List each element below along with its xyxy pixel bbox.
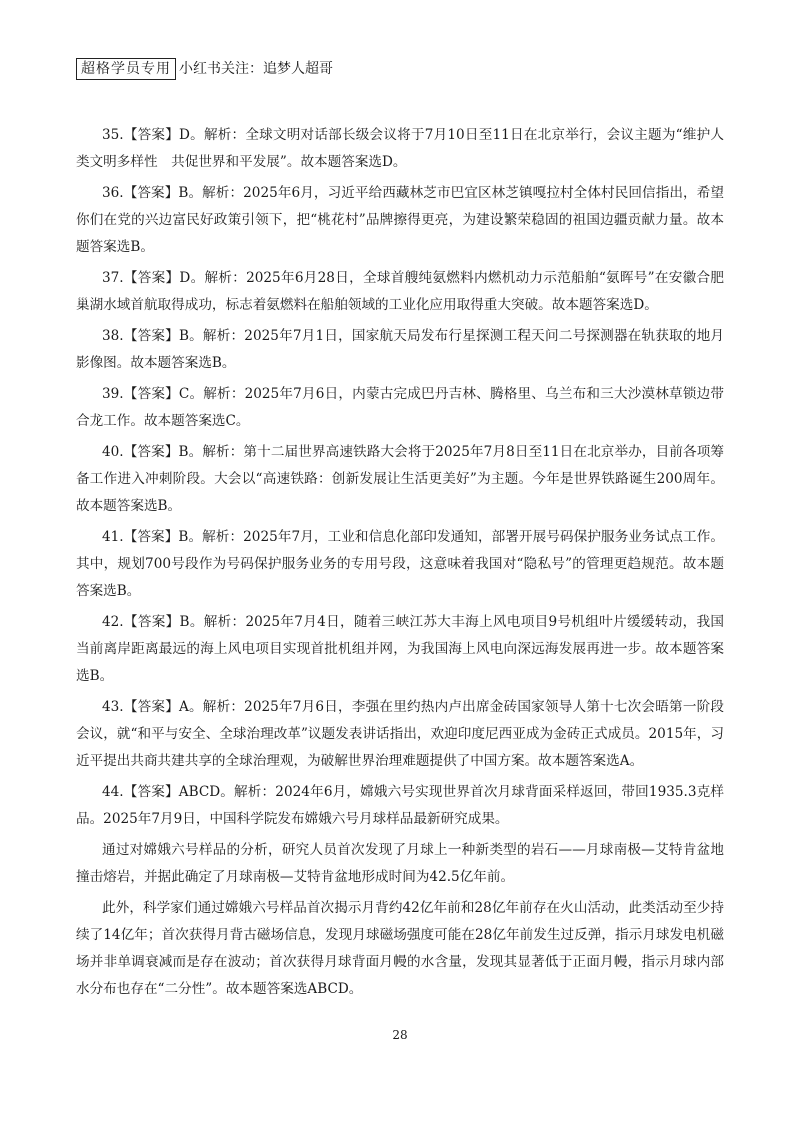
answer-43: 43.【答案】A。解析：2025年7月6日，李强在里约热内卢出席金砖国家领导人第十七次会晤第一阶段会议，就“和平与安全、全球治理改革”议题发表讲话指出，欢迎印度尼西亚成为金砖正式成员。2015年，习近平提出共商共建共享的全球治理观，为破解世界治理难题提供了中国方案。故本题答案选A。	[76, 699, 724, 769]
answer-37: 37.【答案】D。解析：2025年6月28日，全球首艘纯氨燃料内燃机动力示范船舶“氨晖号”在安徽合肥巢湖水域首航取得成功，标志着氨燃料在船舶领域的工业化应用取得重大突破。故本题答案选D。	[76, 270, 724, 313]
header-badge: 超格学员专用	[76, 58, 176, 80]
answer-35: 35.【答案】D。解析：全球文明对话部长级会议将于7月10日至11日在北京举行，会议主题为“维护人类文明多样性 共促世界和平发展”。故本题答案选D。	[76, 127, 724, 170]
answer-38: 38.【答案】B。解析：2025年7月1日，国家航天局发布行星探测工程天问二号探测器在轨获取的地月影像图。故本题答案选B。	[76, 328, 724, 371]
answer-36: 36.【答案】B。解析：2025年6月，习近平给西藏林芝市巴宜区林芝镇嘎拉村全体村民回信指出，希望你们在党的兴边富民好政策引领下，把“桃花村”品牌擦得更亮，为建设繁荣稳固的祖国边疆贡献力量。故本题答案选B。	[76, 185, 724, 255]
answer-44-detail-1: 通过对嫦娥六号样品的分析，研究人员首次发现了月球上一种新类型的岩石——月球南极—艾特肯盆地撞击熔岩，并据此确定了月球南极—艾特肯盆地形成时间为42.5亿年前。	[76, 842, 724, 885]
answer-41: 41.【答案】B。解析：2025年7月，工业和信息化部印发通知，部署开展号码保护服务业务试点工作。其中，规划700号段作为号码保护服务业务的专用号段，这意味着我国对“隐私号”的管理更趋规范。故本题答案选B。	[76, 529, 724, 599]
answer-44-detail-2: 此外，科学家们通过嫦娥六号样品首次揭示月背约42亿年前和28亿年前存在火山活动，此类活动至少持续了14亿年；首次获得月背古磁场信息，发现月球磁场强度可能在28亿年前发生过反弹，指示月球发电机磁场并非单调衰减而是存在波动；首次获得月球背面月幔的水含量，发现其显著低于正面月幔，指示月球内部水分布也存在“二分性”。故本题答案选ABCD。	[76, 900, 724, 997]
document-body	[76, 122, 724, 1007]
answer-42: 42.【答案】B。解析：2025年7月4日，随着三峡江苏大丰海上风电项目9号机组叶片缓缓转动，我国当前离岸距离最远的海上风电项目实现首批机组并网，为我国海上风电向深远海发展再进一步。故本题答案选B。	[76, 614, 724, 684]
header-note: 小红书关注：追梦人超哥	[179, 61, 333, 77]
page-header	[76, 58, 333, 80]
answer-44: 44.【答案】ABCD。解析：2024年6月，嫦娥六号实现世界首次月球背面采样返回，带回1935.3克样品。2025年7月9日，中国科学院发布嫦娥六号月球样品最新研究成果。	[76, 784, 724, 827]
page-number: 28	[392, 1028, 408, 1042]
answer-39: 39.【答案】C。解析：2025年7月6日，内蒙古完成巴丹吉林、腾格里、乌兰布和三大沙漠林草锁边带合龙工作。故本题答案选C。	[76, 386, 724, 429]
answer-40: 40.【答案】B。解析：第十二届世界高速铁路大会将于2025年7月8日至11日在北京举办，目前各项筹备工作进入冲刺阶段。大会以“高速铁路：创新发展让生活更美好”为主题。今年是世界铁路诞生200周年。故本题答案选B。	[76, 444, 724, 514]
